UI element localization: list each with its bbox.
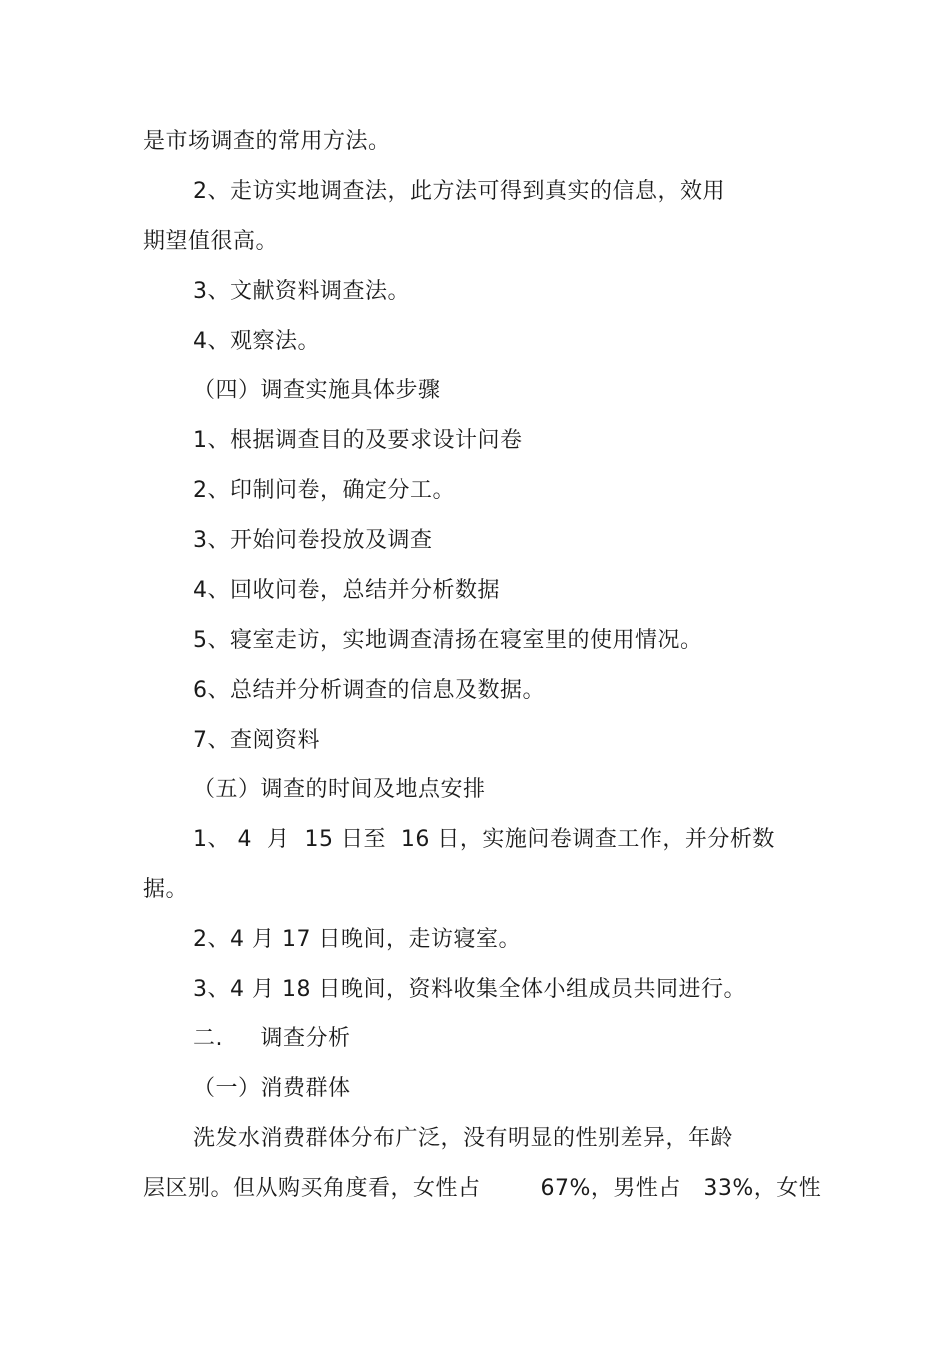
section-heading: （五）调查的时间及地点安排 [193, 777, 486, 802]
text-line: 2、印制问卷，确定分工。 [193, 478, 455, 503]
text-line: 2、4 月 17 日晚间，走访寝室。 [193, 927, 521, 952]
text-line: 6、总结并分析调查的信息及数据。 [193, 678, 545, 703]
text-line: 据。 [143, 877, 189, 902]
text-line: 4、回收问卷，总结并分析数据 [193, 578, 500, 603]
text-line: 3、开始问卷投放及调查 [193, 528, 433, 553]
text-line: 1、根据调查目的及要求设计问卷 [193, 428, 523, 453]
text-line: 是市场调查的常用方法。 [143, 129, 391, 154]
text-line: 3、文献资料调查法。 [193, 279, 410, 304]
text-line: 层区别。但从购买角度看，女性占 67%，男性占 33%，女性 [143, 1176, 822, 1201]
text-line: 3、4 月 18 日晚间，资料收集全体小组成员共同进行。 [193, 977, 746, 1002]
text-line: 5、寝室走访，实地调查清扬在寝室里的使用情况。 [193, 628, 703, 653]
text-line: 洗发水消费群体分布广泛，没有明显的性别差异，年龄 [193, 1126, 734, 1151]
text-line: 7、查阅资料 [193, 728, 320, 753]
text-line: 4、观察法。 [193, 329, 320, 354]
section-heading: （一）消费群体 [193, 1076, 351, 1101]
text-line: 期望值很高。 [143, 229, 279, 254]
text-line: 2、走访实地调查法，此方法可得到真实的信息，效用 [193, 179, 725, 204]
text-line: 1、 4 月 15 日至 16 日，实施问卷调查工作，并分析数 [193, 827, 775, 852]
section-heading: 二. 调查分析 [193, 1026, 351, 1051]
section-heading: （四）调查实施具体步骤 [193, 378, 441, 403]
